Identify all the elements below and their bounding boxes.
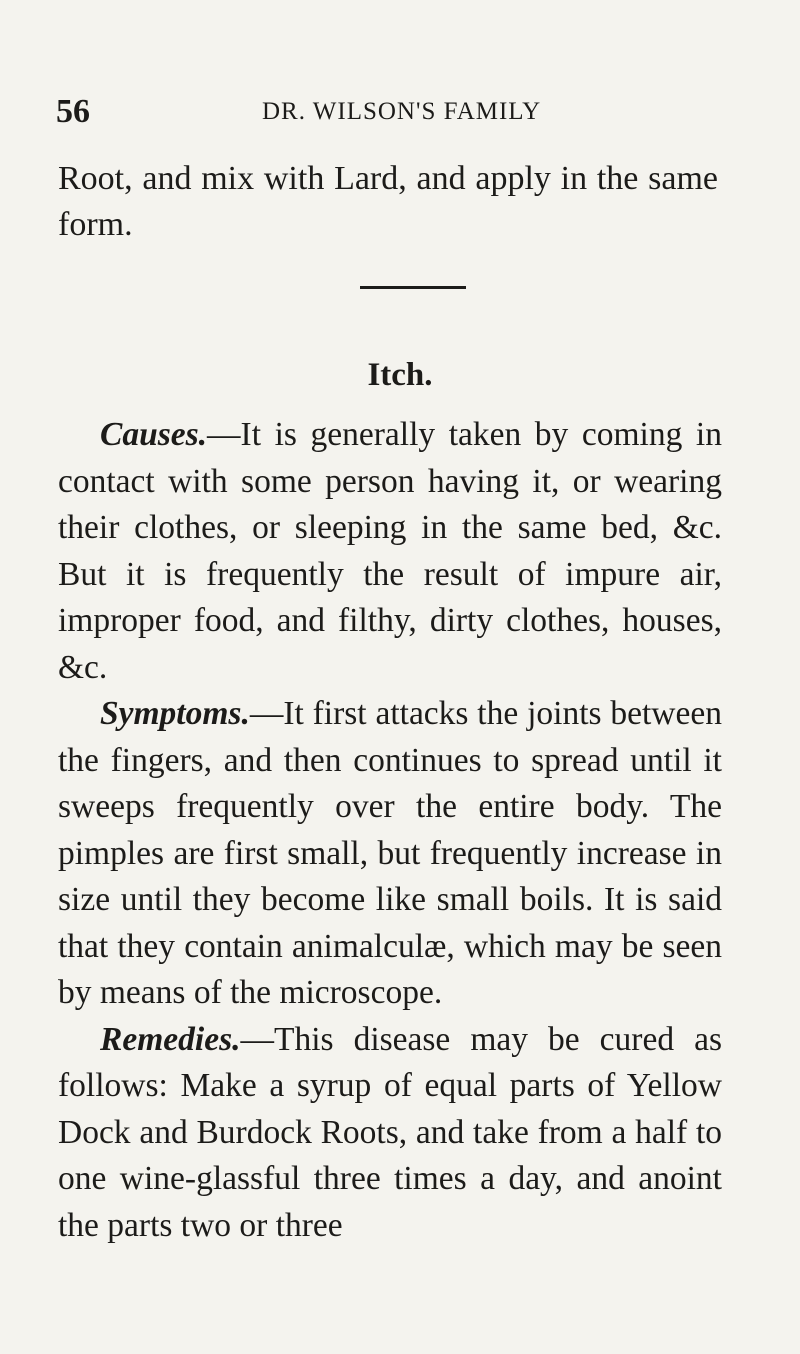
symptoms-label: Symptoms. bbox=[100, 695, 250, 732]
section-title: Itch. bbox=[367, 357, 433, 393]
remedies-label: Remedies. bbox=[100, 1020, 241, 1058]
page-number: 56 bbox=[56, 93, 90, 130]
symptoms-text: —It first attacks the joints between the fingers, and then continues to spread until it sweeps frequently over the entire body. The pimples are first small, but frequently increase in size until they become like small boils. It is said that they contain animalculæ, which may be seen by means of the microscope. bbox=[58, 695, 722, 1011]
remedies-paragraph bbox=[58, 1017, 722, 1250]
running-head-title: DR. WILSON'S FAMILY bbox=[262, 98, 542, 125]
running-head bbox=[56, 92, 756, 132]
causes-paragraph bbox=[58, 412, 722, 691]
causes-label: Causes. bbox=[100, 416, 208, 453]
causes-text: —It is generally taken by coming in contact with some person having it, or wearing their clothes, or sleeping in the same bed, &c. But it is frequently the result of impure air, improper food, and filthy, dirty clothes, houses, &c. bbox=[58, 416, 722, 686]
continuation-paragraph: Root, and mix with Lard, and apply in the same form. bbox=[58, 160, 718, 243]
symptoms-paragraph bbox=[58, 691, 722, 1017]
section-body bbox=[58, 412, 722, 1249]
section-divider-rule bbox=[360, 286, 466, 289]
remedies-text: —This disease may be cured as follows: Make a syrup of equal parts of Yellow Dock and Burdock Roots, and take from a half to one wine-glassful three times a day, and anoint the parts two or three bbox=[58, 1020, 722, 1244]
